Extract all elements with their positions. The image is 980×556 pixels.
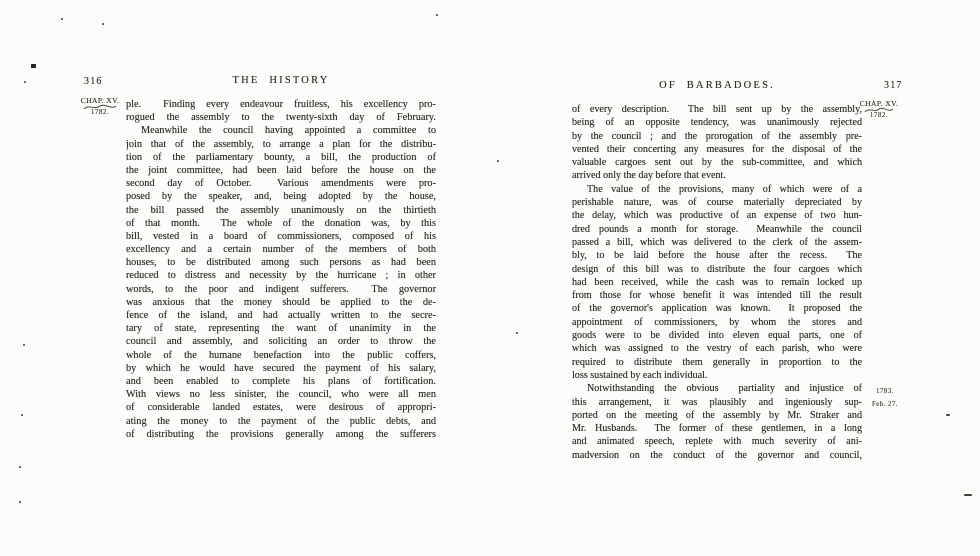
text-line: of that month. The whole of the donation was, by this — [126, 217, 436, 229]
page-body-right — [572, 103, 862, 462]
text-line: arrived only the day before that event. — [572, 170, 726, 182]
running-head-left: THE HISTORY — [232, 75, 330, 86]
page-number-right: 317 — [884, 80, 903, 91]
text-line: Mr. Husbands. The former of these gentlemen, in a long — [572, 423, 862, 435]
text-line: of distributing the provisions generally among the sufferers — [126, 428, 436, 440]
text-line: from those for whose benefit it was intended till the result — [572, 290, 862, 302]
text-line: join that of the assembly, to arrange a plan for the distribu- — [126, 138, 436, 150]
chapter-label: CHAP. XV. — [859, 99, 899, 108]
text-line: valuable cargoes sent out by the sub-committee, and which — [572, 157, 862, 169]
text-line: Notwithstanding the obvious partiality and injustice of — [587, 383, 862, 395]
text-line: Meanwhile the council having appointed a committee to — [141, 125, 436, 137]
text-line: by the council ; and the prorogation of the assembly pre- — [572, 130, 862, 142]
scan-speck — [102, 23, 104, 25]
scan-speck — [31, 64, 36, 68]
text-line: this arrangement, it was plausibly and ingeniously sup- — [572, 396, 862, 408]
text-line: ple. Finding every endeavour fruitless, his excellency pro- — [126, 99, 436, 110]
text-line: second day of October. Various amendments were pro- — [126, 178, 436, 190]
scan-speck — [436, 14, 438, 16]
text-line: passed a bill, which was delivered to the clerk of the assem- — [572, 236, 862, 248]
margin-date-year: 1783. — [876, 387, 894, 395]
scan-speck — [497, 160, 499, 162]
text-line: bly, to be laid before the house after the recess. The — [572, 250, 862, 262]
text-line: perishable nature, was of course materially depreciated by — [572, 197, 862, 209]
text-line: the bill passed the assembly unanimously on the thirtieth — [126, 204, 436, 216]
text-line: vented their concerting any measures for the disposal of the — [572, 143, 862, 155]
scan-speck — [19, 466, 21, 468]
chapter-year: 1782. — [90, 108, 110, 116]
scan-speck — [964, 494, 972, 496]
text-line: appointment of commissioners, by whom the stores and — [572, 316, 862, 328]
scan-speck — [61, 18, 63, 20]
text-line: which was assigned to the vestry of each parish, who were — [572, 343, 862, 355]
text-line: of considerable landed estates, were desirous of appropri- — [126, 402, 436, 414]
scan-speck — [19, 501, 21, 503]
text-line: ating the money to the payment of the public debts, and — [126, 415, 436, 427]
text-line: dred pounds a month for storage. Meanwhile the council — [572, 223, 862, 235]
text-line: design of this bill was to distribute the four cargoes which — [572, 263, 862, 275]
scan-speck — [23, 344, 25, 346]
text-line: had been received, while the cash was to remain locked up — [572, 276, 862, 288]
text-line: reduced to distress and necessity by the hurricane ; in other — [126, 270, 436, 282]
text-line: and been enabled to complete his plans of fortification. — [126, 375, 436, 387]
text-line: houses, to be distributed among such persons as had been — [126, 257, 436, 269]
text-line: fence of the island, and had actually written to the secre- — [126, 310, 436, 321]
text-line: of every description. The bill sent up by the assembly, — [572, 104, 862, 115]
text-line: was anxious that the money should be applied to the de- — [126, 296, 436, 308]
text-line: ported on the meeting of the assembly by Mr. Straker and — [572, 409, 862, 421]
chapter-note-right — [856, 99, 902, 119]
text-line: tary of state, representing the want of unanimity in the — [126, 323, 436, 335]
text-line: With views no less sinister, the council, who were all men — [126, 389, 436, 401]
scan-speck — [24, 81, 26, 83]
chapter-year: 1782. — [869, 111, 889, 119]
text-line: the joint committee, had been laid before the house on the — [126, 164, 436, 176]
page-number-left: 316 — [84, 76, 103, 87]
text-line: madversion on the conduct of the governor and council, — [572, 449, 862, 461]
text-line: council and assembly, and soliciting an order to throw the — [126, 336, 436, 348]
text-line: bill, vested in a board of commissioners, composed of his — [126, 230, 436, 242]
scan-speck — [946, 414, 950, 416]
text-line: being of an opposite tendency, was unanimously rejected — [572, 117, 862, 129]
text-line: the delay, which was productive of an expense of two hun- — [572, 210, 862, 222]
chapter-label: CHAP. XV. — [80, 96, 120, 105]
text-line: words, to the poor and indigent sufferers. The governor — [126, 283, 436, 295]
text-line: goods were to be divided into eleven equal parts, one of — [572, 330, 862, 342]
running-head-right: OF BARBADOES. — [659, 80, 775, 91]
margin-date-note — [872, 385, 916, 411]
text-line: rogued the assembly to the twenty-sixth day of February. — [126, 112, 436, 124]
text-line: tion of the parliamentary bounty, a bill, the production of — [126, 151, 436, 163]
text-line: excellency and a certain number of the members of both — [126, 244, 436, 256]
scan-speck — [516, 332, 518, 334]
text-line: loss sustained by each individual. — [572, 369, 708, 381]
text-line: and animated speech, replete with much severity of ani- — [572, 436, 862, 448]
scan-speck — [21, 414, 23, 416]
text-line: whole of the humane benefaction into the public coffers, — [126, 349, 436, 361]
text-line: required to distribute them generally in proportion to the — [572, 356, 862, 368]
text-line: by which he would have secured the payment of his salary, — [126, 362, 436, 374]
text-line: of the governor's application was known. It proposed the — [572, 303, 862, 315]
text-line: posed by the speaker, and, being adopted by the house, — [126, 191, 436, 203]
margin-date-day: Feb. 27. — [872, 400, 898, 408]
text-line: The value of the provisions, many of which were of a — [587, 183, 862, 195]
